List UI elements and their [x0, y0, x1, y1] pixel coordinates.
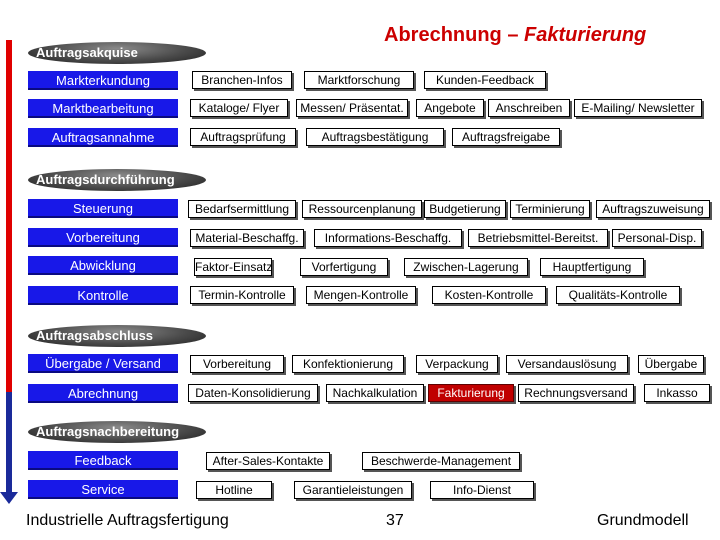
activity-box: Versandauslösung — [506, 355, 628, 373]
activity-box: Bedarfsermittlung — [188, 200, 296, 218]
phase-label: Auftragsnachbereitung — [28, 421, 206, 443]
activity-box: Faktor-Einsatz — [195, 260, 273, 274]
activity-box: Daten-Konsolidierung — [188, 384, 318, 402]
activity-box: Übergabe — [638, 355, 704, 373]
subprocess-box: Übergabe / Versand — [28, 354, 178, 373]
activity-box: Verpackung — [416, 355, 498, 373]
activity-box: Betriebsmittel-Bereitst. — [468, 229, 608, 247]
slide-title — [384, 24, 646, 47]
subprocess-box: Markterkundung — [28, 71, 178, 90]
footer-right: Grundmodell — [597, 512, 689, 529]
activity-box: Ressourcenplanung — [302, 200, 422, 218]
activity-box: Material-Beschaffg. — [190, 229, 304, 247]
subprocess-box: Vorbereitung — [28, 228, 178, 247]
activity-box: Termin-Kontrolle — [190, 286, 294, 304]
activity-box: Auftragsbestätigung — [306, 128, 444, 146]
activity-box: E-Mailing/ Newsletter — [574, 99, 702, 117]
phase-label: Auftragsdurchführung — [28, 169, 206, 191]
subprocess-box: Abrechnung — [28, 384, 178, 403]
timeline-bar-bottom — [6, 392, 12, 494]
activity-box: Kosten-Kontrolle — [432, 286, 546, 304]
activity-box: Beschwerde-Management — [362, 452, 520, 470]
activity-box: Auftragszuweisung — [596, 200, 710, 218]
activity-box: Messen/ Präsentat. — [296, 99, 408, 117]
title-main: Abrechnung – — [384, 24, 525, 46]
timeline-bar-top — [6, 40, 12, 392]
activity-box: Personal-Disp. — [612, 229, 702, 247]
subprocess-box: Service — [28, 480, 178, 499]
subprocess-box: Abwicklung — [28, 256, 178, 275]
activity-box: Angebote — [416, 99, 484, 117]
activity-box: Zwischen-Lagerung — [404, 258, 528, 276]
activity-box: Garantieleistungen — [294, 481, 412, 499]
subprocess-box: Auftragsannahme — [28, 128, 178, 147]
activity-box: Kunden-Feedback — [424, 71, 546, 89]
activity-box: Informations-Beschaffg. — [314, 229, 462, 247]
activity-box: Budgetierung — [424, 200, 506, 218]
activity-box: Vorbereitung — [190, 355, 284, 373]
activity-box: Hotline — [196, 481, 272, 499]
subprocess-box: Marktbearbeitung — [28, 99, 178, 118]
activity-box: Nachkalkulation — [326, 384, 424, 402]
activity-box: Branchen-Infos — [192, 71, 292, 89]
activity-box: Vorfertigung — [300, 258, 388, 276]
activity-box: Anschreiben — [488, 99, 570, 117]
activity-box: Auftragsprüfung — [190, 128, 296, 146]
activity-box: Konfektionierung — [292, 355, 404, 373]
phase-label: Auftragsakquise — [28, 42, 206, 64]
activity-box: Mengen-Kontrolle — [306, 286, 416, 304]
page-number: 37 — [386, 512, 404, 529]
footer-left: Industrielle Auftragsfertigung — [26, 512, 229, 529]
subprocess-box: Steuerung — [28, 199, 178, 218]
activity-box: Inkasso — [644, 384, 710, 402]
subprocess-box: Feedback — [28, 451, 178, 470]
title-highlight: Fakturierung — [524, 24, 647, 46]
activity-box: Marktforschung — [304, 71, 414, 89]
phase-label: Auftragsabschluss — [28, 325, 206, 347]
activity-box: Rechnungsversand — [518, 384, 634, 402]
activity-box: Info-Dienst — [430, 481, 534, 499]
activity-box: Terminierung — [510, 200, 590, 218]
activity-box: Hauptfertigung — [540, 258, 644, 276]
subprocess-box: Kontrolle — [28, 286, 178, 305]
activity-box: After-Sales-Kontakte — [206, 452, 330, 470]
activity-box: Kataloge/ Flyer — [190, 99, 288, 117]
activity-box: Qualitäts-Kontrolle — [556, 286, 680, 304]
activity-box: Auftragsfreigabe — [452, 128, 560, 146]
activity-box-highlighted: Fakturierung — [428, 384, 514, 402]
timeline-arrow-icon — [0, 492, 18, 504]
